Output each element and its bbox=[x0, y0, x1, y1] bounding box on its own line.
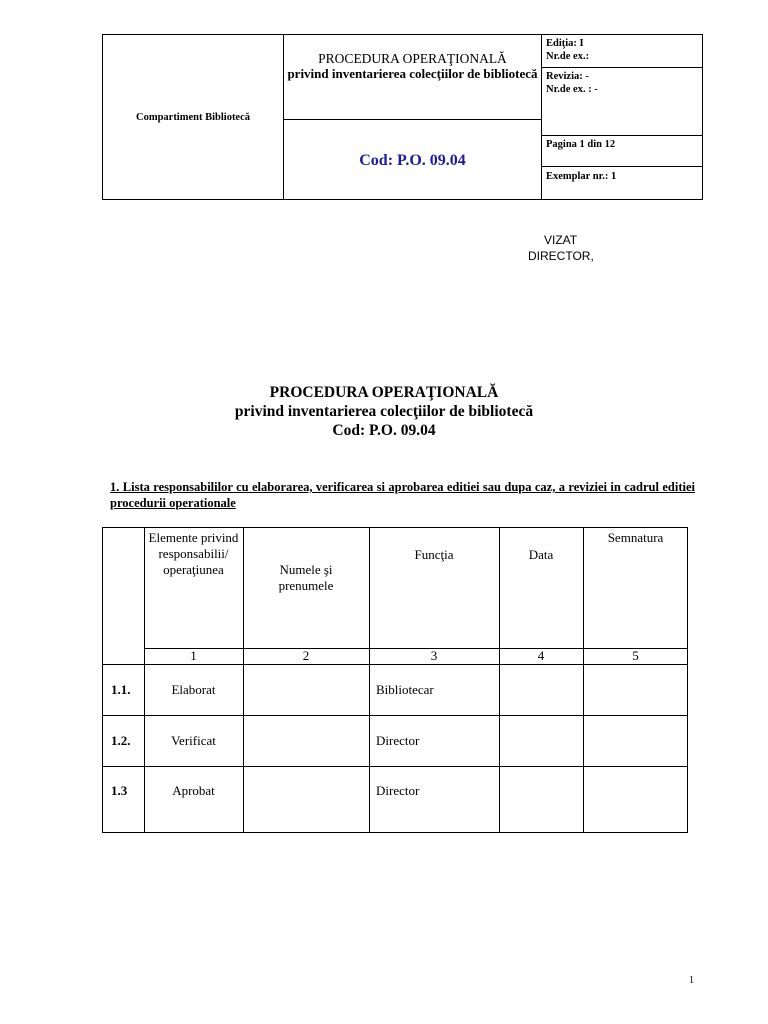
revizia-cell bbox=[542, 68, 702, 136]
header-title-line1: PROCEDURA OPERAŢIONALĂ bbox=[318, 51, 507, 66]
section-1-heading: 1. Lista responsabililor cu elaborarea, verificarea si aprobarea editiei sau dupa caz, a reviziei in cadrul editiei procedurii operationale bbox=[110, 480, 695, 510]
table-divider bbox=[103, 715, 687, 716]
header-title-cell bbox=[284, 35, 542, 120]
col-number: 2 bbox=[302, 648, 310, 663]
nr-ex-revizia-label: Nr.de ex. : - bbox=[546, 84, 598, 95]
editia-label: Ediţia: I bbox=[546, 38, 584, 49]
document-title bbox=[0, 383, 768, 440]
row-functia: Director bbox=[376, 783, 420, 798]
row-element: Verificat bbox=[171, 733, 216, 748]
nr-ex-editia-label: Nr.de ex.: bbox=[546, 51, 590, 62]
revizia-label: Revizia: - bbox=[546, 71, 589, 82]
row-functia: Director bbox=[376, 733, 420, 748]
exemplar-cell: Exemplar nr.: 1 bbox=[546, 171, 617, 182]
table-divider bbox=[103, 664, 687, 665]
row-functia: Bibliotecar bbox=[376, 682, 434, 697]
col-header-functia: Funcţia bbox=[414, 547, 454, 562]
table-divider bbox=[369, 528, 370, 832]
table-divider bbox=[583, 528, 584, 832]
row-label: 1.1. bbox=[111, 682, 131, 697]
header-code: Cod: P.O. 09.04 bbox=[284, 120, 542, 200]
document-header-table bbox=[102, 34, 703, 200]
document-title-line2: privind inventarierea colecţiilor de bibliotecă bbox=[234, 403, 534, 420]
row-label: 1.2. bbox=[111, 733, 131, 748]
responsibility-table bbox=[102, 527, 688, 833]
approval-director: DIRECTOR, bbox=[528, 249, 594, 263]
col-number: 3 bbox=[430, 648, 438, 663]
page-number: 1 bbox=[689, 975, 694, 986]
col-header-nume: Numele şi prenumele bbox=[278, 562, 334, 593]
header-title-line2: privind inventarierea colecţiilor de bibliotecă bbox=[287, 66, 538, 81]
editia-cell bbox=[542, 35, 702, 68]
approval-vizat: VIZAT bbox=[544, 233, 578, 247]
col-number: 5 bbox=[632, 648, 639, 663]
approval-block bbox=[528, 232, 594, 264]
col-header-data: Data bbox=[528, 547, 554, 562]
col-header-elemente: Elemente privind responsabilii/ operaţiunea bbox=[148, 530, 239, 577]
col-number: 4 bbox=[537, 648, 545, 663]
row-label: 1.3 bbox=[111, 783, 128, 798]
department-cell: Compartiment Bibliotecă bbox=[103, 35, 284, 199]
table-divider bbox=[499, 528, 500, 832]
document-title-code: Cod: P.O. 09.04 bbox=[332, 422, 436, 439]
row-element: Elaborat bbox=[171, 682, 216, 697]
document-title-line1: PROCEDURA OPERAŢIONALĂ bbox=[269, 384, 499, 401]
col-number: 1 bbox=[190, 648, 197, 663]
pagina-cell: Pagina 1 din 12 bbox=[542, 136, 702, 167]
table-divider bbox=[243, 528, 244, 832]
table-divider bbox=[103, 766, 687, 767]
row-element: Aprobat bbox=[172, 783, 215, 798]
col-header-semnatura: Semnatura bbox=[607, 530, 664, 545]
